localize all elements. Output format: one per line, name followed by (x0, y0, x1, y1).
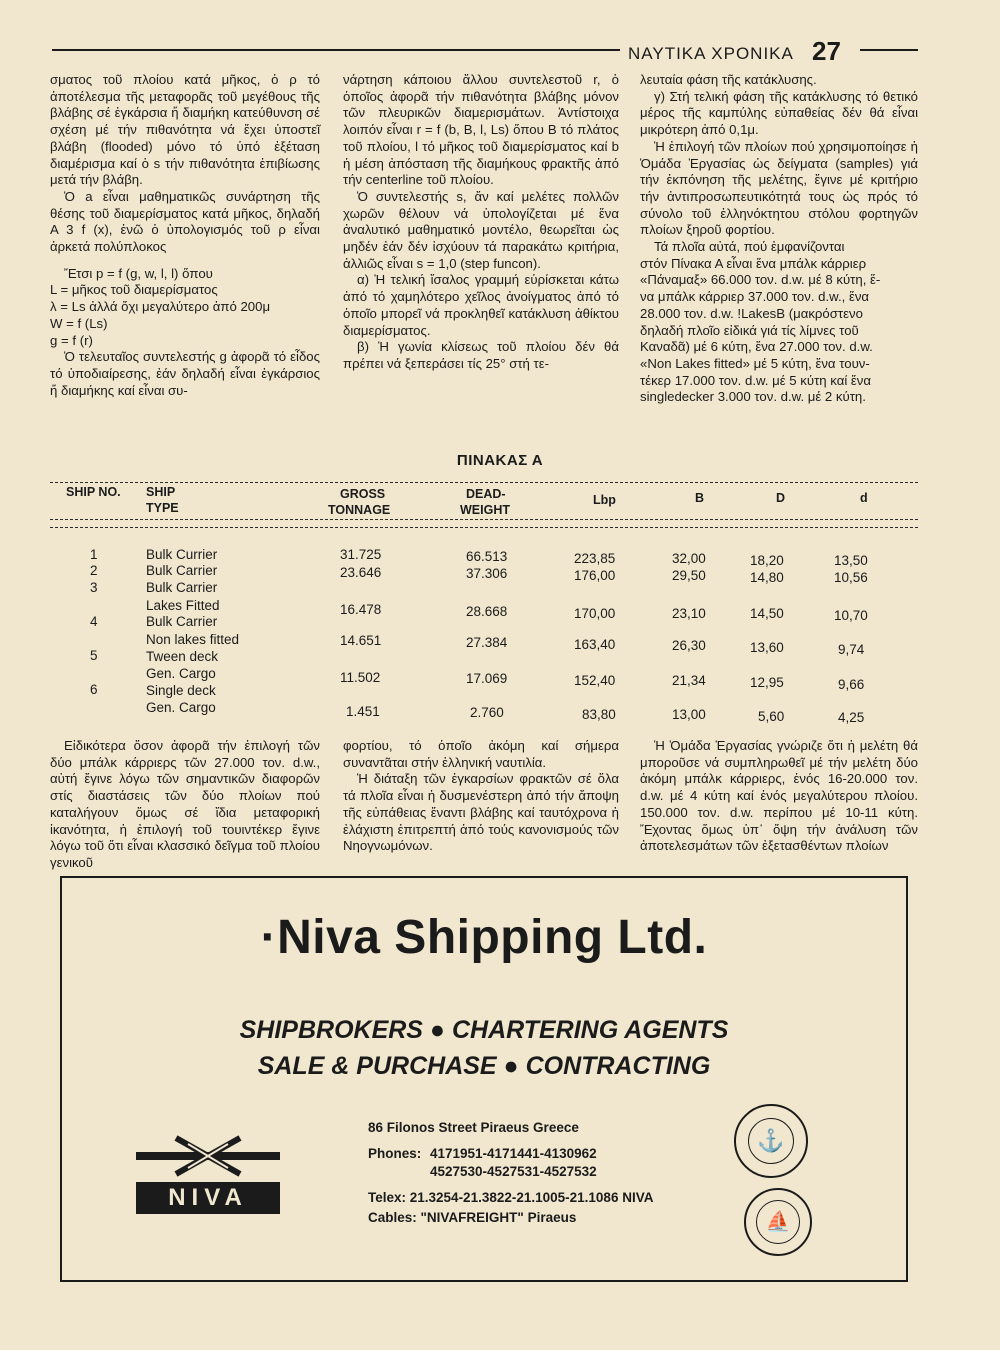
niva-logo-text: NIVA (136, 1182, 280, 1214)
telex: Telex: 21.3254-21.3822-21.1005-21.1086 NIVA (368, 1190, 654, 1205)
list-line: «Πάναμαξ» 66.000 τον. d.w. μέ 8 κύτη, ἕ- (640, 272, 881, 288)
cell-depth: 14,50 (750, 606, 784, 621)
cell-depth: 5,60 (758, 709, 785, 724)
cell-gt: 16.478 (340, 602, 382, 617)
header-deadweight-1: DEAD- (466, 487, 506, 501)
cell-gt: 1.451 (346, 704, 380, 719)
cell-type-sub: Lakes Fitted (146, 598, 220, 613)
cell-no: 5 (90, 648, 98, 663)
formula-line: λ = Ls ἀλλά ὄχι μεγαλύτερο ἀπό 200μ (50, 299, 271, 315)
header-rule-right (860, 49, 918, 51)
company-name: ·Niva Shipping Ltd. (260, 911, 708, 964)
formula-line: Ἔτσι p = f (g, w, l, l) ὅπου (64, 265, 213, 281)
cell-draft: 9,74 (838, 642, 865, 657)
cell-b: 13,00 (672, 707, 706, 722)
cell-type-sub: Gen. Cargo (146, 700, 216, 715)
niva-logo-mark (136, 1132, 280, 1182)
cell-lbp: 152,40 (574, 673, 616, 688)
cell-type: Tween deck (146, 649, 219, 664)
header-b: B (695, 491, 705, 505)
formula-line: W = f (Ls) (50, 315, 108, 331)
cell-b: 21,34 (672, 673, 706, 688)
cell-b: 26,30 (672, 638, 706, 653)
table-title: ΠΙΝΑΚΑΣ Α (456, 452, 544, 469)
paragraph: νάρτηση κάποιου ἄλλου συντελεστοῦ r, ὁ ὁποῖος ἀφορᾶ τήν πιθανότητα βλάβης μόνον τῶν πλευρικῶν διαμερισμάτων. Ἀντίστοιχα λοιπόν εἶναι r = f (b, B, l, Ls) ὅπου B τό πλάτος τοῦ πλοίου, l τό μῆκος τοῦ διαμερίσματος καί b ἡ μέση ἀπόσταση τῆς διαμήκους φρακτῆς ἀπό τήν centerline τοῦ πλοίου. (343, 72, 619, 188)
ship-icon: ⛵ (765, 1211, 791, 1233)
article-column-1 (50, 72, 320, 399)
cell-type: Single deck (146, 683, 216, 698)
cell-draft: 9,66 (838, 677, 865, 692)
paragraph: Εἰδικότερα ὅσον ἀφορᾶ τήν ἐπιλογή τῶν δύο μπάλκ κάρριερς τῶν 27.000 τον. d.w., αὐτή ἔγινε λόγω τῶν σημαντικῶν διαφορῶν στίς διαστάσεις τῶν δύο πλοίων πού καταλήγουν ὅμως σέ ἴδια μεταφορική ἱκανότητα, ἡ ἐπιλογή τοῦ τουιντέκερ ἔγινε λόγω τοῦ ὅτι εἶναι κλασσικό δεῖγμα τοῦ πλοίου γενικοῦ (50, 738, 320, 870)
cell-type: Bulk Carrier (146, 580, 218, 595)
table-rule-top (50, 482, 918, 483)
cell-dw: 17.069 (466, 671, 508, 686)
cell-lbp: 170,00 (574, 606, 616, 621)
cell-draft: 13,50 (834, 553, 868, 568)
shipbrokers-association-seal (734, 1104, 808, 1178)
phones-line-2: 4527530-4527531-4527532 (430, 1164, 597, 1179)
phones-line-1: 4171951-4171441-4130962 (430, 1146, 597, 1161)
services-line-2: SALE & PURCHASE ● CONTRACTING (257, 1052, 711, 1080)
article-column-3 (640, 72, 918, 406)
list-line: να μπάλκ κάρριερ 37.000 τον. d.w., ἕνα (640, 289, 870, 305)
cell-type: Bulk Currier (146, 547, 218, 562)
cell-no: 4 (90, 614, 98, 629)
paragraph: α) Ἡ τελική ἴσαλος γραμμή εὑρίσκεται κάτω ἀπό τό χαμηλότερο χεῖλος ἀνοίγματος ἀπό τό ὁποῖο μπορεῖ νά προκληθεῖ κατάκλυση ἀθίκτου διαμερίσματος. (343, 272, 619, 338)
paragraph: Ἡ ἐπιλογή τῶν πλοίων πού χρησιμοποίησε ἡ Ὁμάδα Ἐργασίας ὡς δείγματα (samples) γιά τήν ἐκπόνηση τῆς μελέτης, ἔγινε μέ κριτήριο τήν ἀντιπροσωπευτικότητά τους ὡς πρός τό σύνολο τοῦ ἑλληνόκτητου στόλου φορτηγῶν πλοίων ξηροῦ φορτίου. (640, 138, 918, 238)
cell-b: 23,10 (672, 606, 706, 621)
list-line: 28.000 τον. d.w. !LakesB (μακρόστενο (640, 305, 863, 321)
cell-dw: 28.668 (466, 604, 508, 619)
paragraph: β) Ἡ γωνία κλίσεως τοῦ πλοίου δέν θά πρέπει νά ξεπεράσει τίς 25° στή τε- (343, 339, 619, 371)
header-depth-upper: D (776, 491, 786, 505)
list-line: τέκερ 17.000 τον. d.w. μέ 5 κύτη καί ἕνα (640, 372, 872, 388)
list-line: δηλαδή πλοῖο εἰδικά γιά τίς λίμνες τοῦ (640, 322, 859, 338)
section-title: ΝΑΥΤΙΚΑ ΧΡΟΝΙΚΑ (628, 44, 794, 63)
cell-gt: 23.646 (340, 565, 382, 580)
cell-no: 1 (90, 547, 98, 562)
cell-lbp: 163,40 (574, 637, 616, 652)
header-ship-type-1: SHIP (146, 485, 176, 499)
paragraph: Ἡ Ὁμάδα Ἐργασίας γνώριζε ὅτι ἡ μελέτη θά μποροῦσε νά συμπληρωθεῖ μέ τήν μελέτη δύο ἀκόμη μπάλκ κάρριερς, ἑνός 16-20.000 τον. d.w. μέ 4 κύτη καί ἑνός μεγαλύτερου πλοίου. 150.000 τον. d.w. περίπου μέ 10-11 κύτη. Ἔχοντας ὅμως ὑπ᾽ ὄψη τήν ἀνάλυση τῶν ἀποτελεσμάτων τῶν ἐξετασθέντων πλοίων (640, 738, 918, 854)
cell-dw: 37.306 (466, 566, 508, 581)
header-ship-type-2: TYPE (146, 501, 179, 515)
article-column-6 (640, 738, 918, 855)
paragraph: λευταία φάση τῆς κατάκλυσης. (640, 72, 817, 87)
article-column-2 (343, 72, 619, 373)
cell-no: 2 (90, 563, 98, 578)
formula-line: g = f (r) (50, 332, 93, 348)
formula-line: L = μῆκος τοῦ διαμερίσματος (50, 282, 218, 298)
anchor-icon: ⚓ (757, 1128, 785, 1153)
cell-depth: 18,20 (750, 553, 784, 568)
table-rule-header (50, 519, 918, 520)
cell-draft: 10,56 (834, 570, 868, 585)
cell-dw: 27.384 (466, 635, 508, 650)
cell-type-sub: Gen. Cargo (146, 666, 216, 681)
header-gross-2: TONNAGE (328, 503, 391, 517)
paragraph: φορτίου, τό ὁποῖο ἀκόμη καί σήμερα συναντᾶται στήν ἑλληνική ναυτιλία. (343, 738, 619, 770)
paragraph: σματος τοῦ πλοίου κατά μῆκος, ὁ ρ τό ἀποτέλεσμα τῆς μεταφορᾶς τοῦ μεγέθους τῆς βλάβης σέ ἐγκάρσια ἤ διαμήκη κατεύθυνση σέ σχέση μέ τήν πιθανότητα νά ἔχει ὑποστεῖ βλάβη (flooded) μόνο τό ὑπό ἐξέταση διαμέρισμα καί ὁ s τήν πιθανότητα ἐπιβίωσης μετά τήν βλάβη. (50, 72, 320, 188)
cables: Cables: "NIVAFREIGHT" Piraeus (368, 1210, 577, 1225)
advertisement-box (60, 876, 908, 1282)
cell-b: 29,50 (672, 568, 706, 583)
header-ship-no: SHIP NO. (66, 485, 121, 499)
header-rule-left (52, 49, 620, 51)
cell-no: 3 (90, 580, 98, 595)
paragraph: γ) Στή τελική φάση τῆς κατάκλυσης τό θετικό μέρος τῆς καμπύλης εὐπαθείας δέν θά εἶναι μικρότερη ἀπό 0,1μ. (640, 88, 918, 138)
services-line-1: SHIPBROKERS ● CHARTERING AGENTS (239, 1016, 729, 1044)
paragraph: Ὁ a εἶναι μαθηματικῶς συνάρτηση τῆς θέσης τοῦ διαμερίσματος κατά μῆκος, δηλαδή A 3 f (x), ἐνῶ ὁ ὑπολογισμός τοῦ ρ εἶναι ἀρκετά πολύπλοκος (50, 188, 320, 255)
list-line: singledecker 3.000 τον. d.w. μέ 2 κύτη. (640, 389, 866, 405)
list-line: Τά πλοῖα αὐτά, πού ἐμφανίζονται (654, 239, 845, 255)
ship-seal (744, 1188, 812, 1256)
cell-depth: 13,60 (750, 640, 784, 655)
page-number: 27 (812, 36, 841, 66)
table-rule-header-2 (50, 527, 918, 528)
paragraph: Ὁ τελευταῖος συντελεστής g ἀφορᾶ τό εἶδος τό ὑποδιαίρεσης, ἐάν δηλαδή εἶναι ἐγκάρσιος ἤ διαμήκης καί εἶναι συ- (50, 349, 320, 398)
cell-type: Bulk Carrier (146, 614, 218, 629)
header-gross-1: GROSS (340, 487, 386, 501)
cell-lbp: 176,00 (574, 568, 616, 583)
header-deadweight-2: WEIGHT (460, 503, 510, 517)
header-lbp: Lbp (593, 493, 616, 507)
cell-depth: 12,95 (750, 675, 784, 690)
cell-type: Bulk Carrier (146, 563, 218, 578)
cell-dw: 2.760 (470, 705, 504, 720)
paragraph: Ὁ συντελεστής s, ἄν καί μελέτες πολλῶν χωρῶν θέλουν νά ὑπολογίζεται μέ ἕνα ἀναλυτικό μαθηματικό μοντέλο, θεωρεῖται ὡς μηδέν ἐάν δέν ἰσχύουν τά παρακάτω κριτήρια, ἀλλιῶς εἶναι s = 1,0 (step funcon). (343, 188, 619, 271)
phones-label: Phones: (368, 1146, 422, 1161)
address: 86 Filonos Street Piraeus Greece (368, 1120, 579, 1135)
cell-gt: 14.651 (340, 633, 382, 648)
cell-no: 6 (90, 682, 98, 697)
cell-draft: 4,25 (838, 710, 865, 725)
cell-lbp: 83,80 (582, 707, 616, 722)
cell-depth: 14,80 (750, 570, 784, 585)
header-draft-lower: d (860, 491, 868, 505)
list-line: Καναδᾶ) μέ 6 κύτη, ἕνα 27.000 τον. d.w. (640, 339, 873, 355)
niva-logo (136, 1132, 280, 1218)
list-line: «Non Lakes fitted» μέ 5 κύτη, ἕνα τουν- (640, 355, 870, 371)
paragraph: Ἡ διάταξη τῶν ἐγκαρσίων φρακτῶν σέ ὅλα τά πλοῖα εἶναι ἡ δυσμενέστερη ἀπό τήν ἄποψη τῆς εὐπάθειας ἔναντι βλάβης καί ταυτόχρονα ἡ ἐλάχιστη ἐπιτρεπτή ἀπό τούς κανονισμούς τῶν Νηογνωμόνων. (343, 771, 619, 854)
cell-gt: 31.725 (340, 547, 382, 562)
cell-b: 32,00 (672, 551, 706, 566)
cell-lbp: 223,85 (574, 551, 616, 566)
cell-gt: 11.502 (340, 670, 381, 685)
list-line: στόν Πίνακα Α εἶναι ἕνα μπάλκ κάρριερ (640, 255, 867, 271)
article-column-4 (50, 738, 320, 872)
cell-dw: 66.513 (466, 549, 508, 564)
cell-type-sub: Non lakes fitted (146, 632, 240, 647)
cell-draft: 10,70 (834, 608, 868, 623)
article-column-5 (343, 738, 619, 855)
